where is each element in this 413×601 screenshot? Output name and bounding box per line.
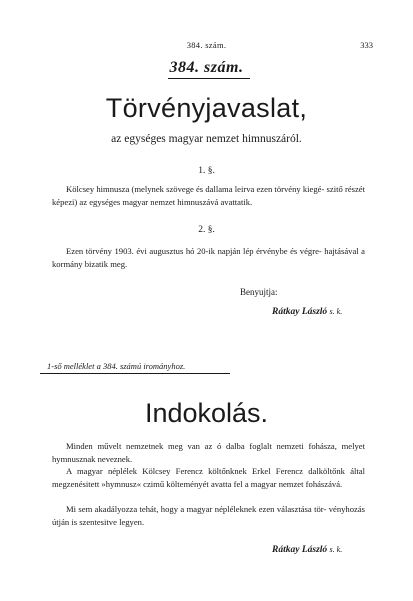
justification-signature-name: Rátkay László — [272, 545, 328, 555]
annex-label: 1-ső melléklet a 384. számú irományhoz. — [47, 361, 186, 371]
page-number: 333 — [360, 40, 373, 50]
document-number-heading: 384. szám. — [169, 59, 244, 76]
section-1-label: 1. §. — [198, 166, 215, 176]
justification-signature-suffix: s. k. — [329, 545, 343, 554]
justification-paragraph-3: Mi sem akadályozza tehát, hogy a magyar népléleknek ezen választása tör- vényhozás útján is szentesitve legyen. — [52, 504, 365, 527]
section-2-label: 2. §. — [198, 225, 215, 235]
justification-title: Indokolás. — [144, 398, 269, 428]
bill-signature-name: Rátkay László — [272, 307, 328, 317]
bill-title: Törvényjavaslat, — [105, 93, 308, 123]
bill-signature — [272, 307, 342, 317]
justification-paragraph-2: A magyar néplélek Kölcsey Ferencz költőnknek Erkel Ferencz dalköltőnk által megzenésitett »hymnusz« czimű költeményét avatta fel a magyar nemzet fohászává. — [52, 466, 365, 489]
heading-underline — [168, 78, 250, 79]
submitted-by-label: Benyujtja: — [240, 287, 278, 297]
bill-signature-suffix: s. k. — [329, 307, 343, 316]
section-1-text: Kölcsey himnusza (melynek szövege és dallama leirva ezen törvény kiegé- szitő részét képezi) az egységes magyar nemzet himnuszává avattatik. — [52, 184, 365, 207]
section-2-text: Ezen törvény 1903. évi augusztus hó 20-ik napján lép érvénybe és végre- hajtásával a kormány bizatik meg. — [52, 246, 365, 269]
justification-paragraph-1: Minden művelt nemzetnek meg van az ó dalba foglalt nemzeti fohásza, melyet hymnusznak neveznek. — [52, 441, 365, 464]
annex-underline — [40, 373, 230, 374]
running-header: 384. szám. — [186, 40, 227, 50]
bill-subtitle: az egységes magyar nemzet himnuszáról. — [111, 133, 302, 145]
justification-signature — [272, 545, 342, 555]
